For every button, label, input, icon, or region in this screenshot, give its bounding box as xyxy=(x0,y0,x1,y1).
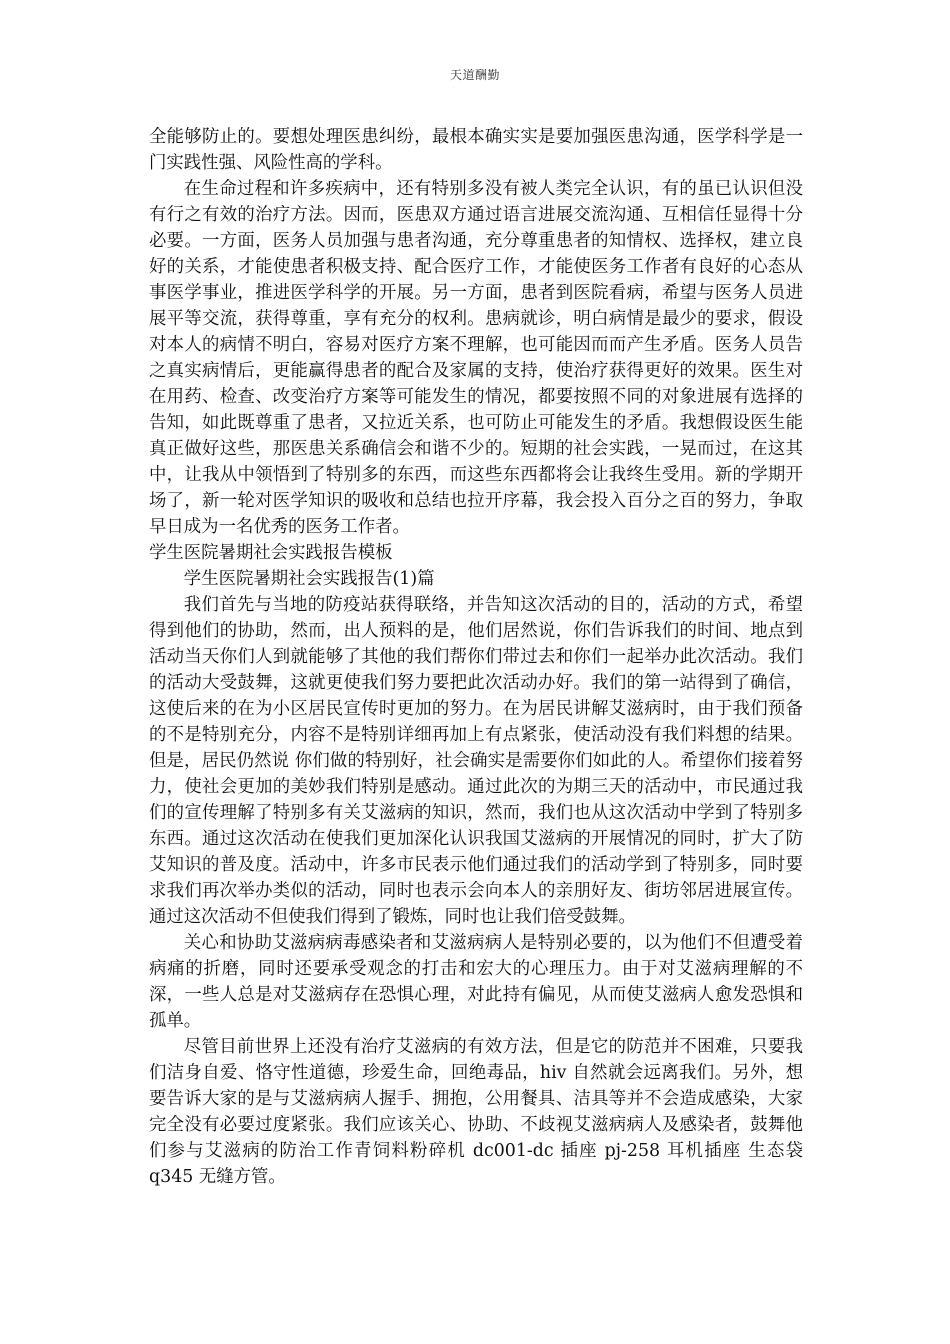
page-header: 天道酬勤 xyxy=(449,68,500,82)
paragraph-2: 在生命过程和许多疾病中，还有特别多没有被人类完全认识，有的虽已认识但没有行之有效的治疗方法。因而，医患双方通过语言进展交流沟通、互相信任显得十分必要。一方面，医务人员加强与患者沟通，充分尊重患者的知情权、选择权，建立良好的关系，才能使患者积极支持、配合医疗工作，才能使医务工作者有良好的心态从事医学事业，推进医学科学的开展。另一方面，患者到医院看病，希望与医务人员进展平等交流，获得尊重，享有充分的权利。患病就诊，明白病情是最少的要求，假设对本人的病情不明白，容易对医疗方案不理解，也可能因而而产生矛盾。医务人员告之真实病情后，更能赢得患者的配合及家属的支持，使治疗获得更好的效果。医生对在用药、检查、改变治疗方案等可能发生的情况，都要按照不同的对象进展有选择的告知，如此既尊重了患者，又拉近关系，也可防止可能发生的矛盾。我想假设医生能真正做好这些，那医患关系确信会和谐不少的。短期的社会实践，一晃而过，在这其中，让我从中领悟到了特别多的东西，而这些东西都将会让我终生受用。新的学期开场了，新一轮对医学知识的吸收和总结也拉开序幕，我会投入百分之百的努力，争取早日成为一名优秀的医务工作者。 xyxy=(149,179,803,537)
section-title: 学生医院暑期社会实践报告模板 xyxy=(149,543,393,563)
paragraph-1: 全能够防止的。要想处理医患纠纷，最根本确实实是要加强医患沟通，医学科学是一门实践性强、风险性高的学科。 xyxy=(149,127,803,173)
paragraph-3: 我们首先与当地的防疫站获得联络，并告知这次活动的目的，活动的方式，希望得到他们的协助，然而，出人预料的是，他们居然说，你们告诉我们的时间、地点到活动当天你们人到就能够了其他的我们帮你们带过去和你们一起举办此次活动。我们的活动大受鼓舞，这就更使我们努力要把此次活动办好。我们的第一站得到了确信，这使后来的在为小区居民宣传时更加的努力。在为居民讲解艾滋病时，由于我们预备的不是特别充分，内容不是特别详细再加上有点紧张，使活动没有我们料想的结果。但是，居民仍然说 你们做的特别好，社会确实是需要你们如此的人。希望你们接着努力，使社会更加的美妙我们特别是感动。通过此次的为期三天的活动中，市民通过我们的宣传理解了特别多有关艾滋病的知识，然而，我们也从这次活动中学到了特别多东西。通过这次活动在使我们更加深化认识我国艾滋病的开展情况的同时，扩大了防艾知识的普及度。活动中，许多市民表示他们通过我们的活动学到了特别多，同时要求我们再次举办类似的活动，同时也表示会向本人的亲朋好友、街坊邻居进展宣传。通过这次活动不但使我们得到了锻炼，同时也让我们倍受鼓舞。 xyxy=(149,595,803,927)
paragraph-4: 关心和协助艾滋病病毒感染者和艾滋病病人是特别必要的，以为他们不但遭受着病痛的折磨，同时还要承受观念的打击和宏大的心理压力。由于对艾滋病理解的不深，一些人总是对艾滋病存在恐惧心理，对此持有偏见，从而使艾滋病人愈发恐惧和孤单。 xyxy=(149,933,803,1031)
paragraph-5: 尽管目前世界上还没有治疗艾滋病的有效方法，但是它的防范并不困难，只要我们洁身自爱、恪守性道德，珍爱生命，回绝毒品，hiv 自然就会远离我们。另外，想要告诉大家的是与艾滋病病人握手、拥抱，公用餐具、洁具等并不会造成感染，大家完全没有必要过度紧张。我们应该关心、协助、不歧视艾滋病病人及感染者，鼓舞他们参与艾滋病的防治工作青饲料粉碎机 dc001-dc 插座 pj-258 耳机插座 生态袋 q345 无缝方管。 xyxy=(149,1037,803,1187)
document-body xyxy=(149,124,803,1190)
section-subtitle: 学生医院暑期社会实践报告(1)篇 xyxy=(183,569,435,589)
